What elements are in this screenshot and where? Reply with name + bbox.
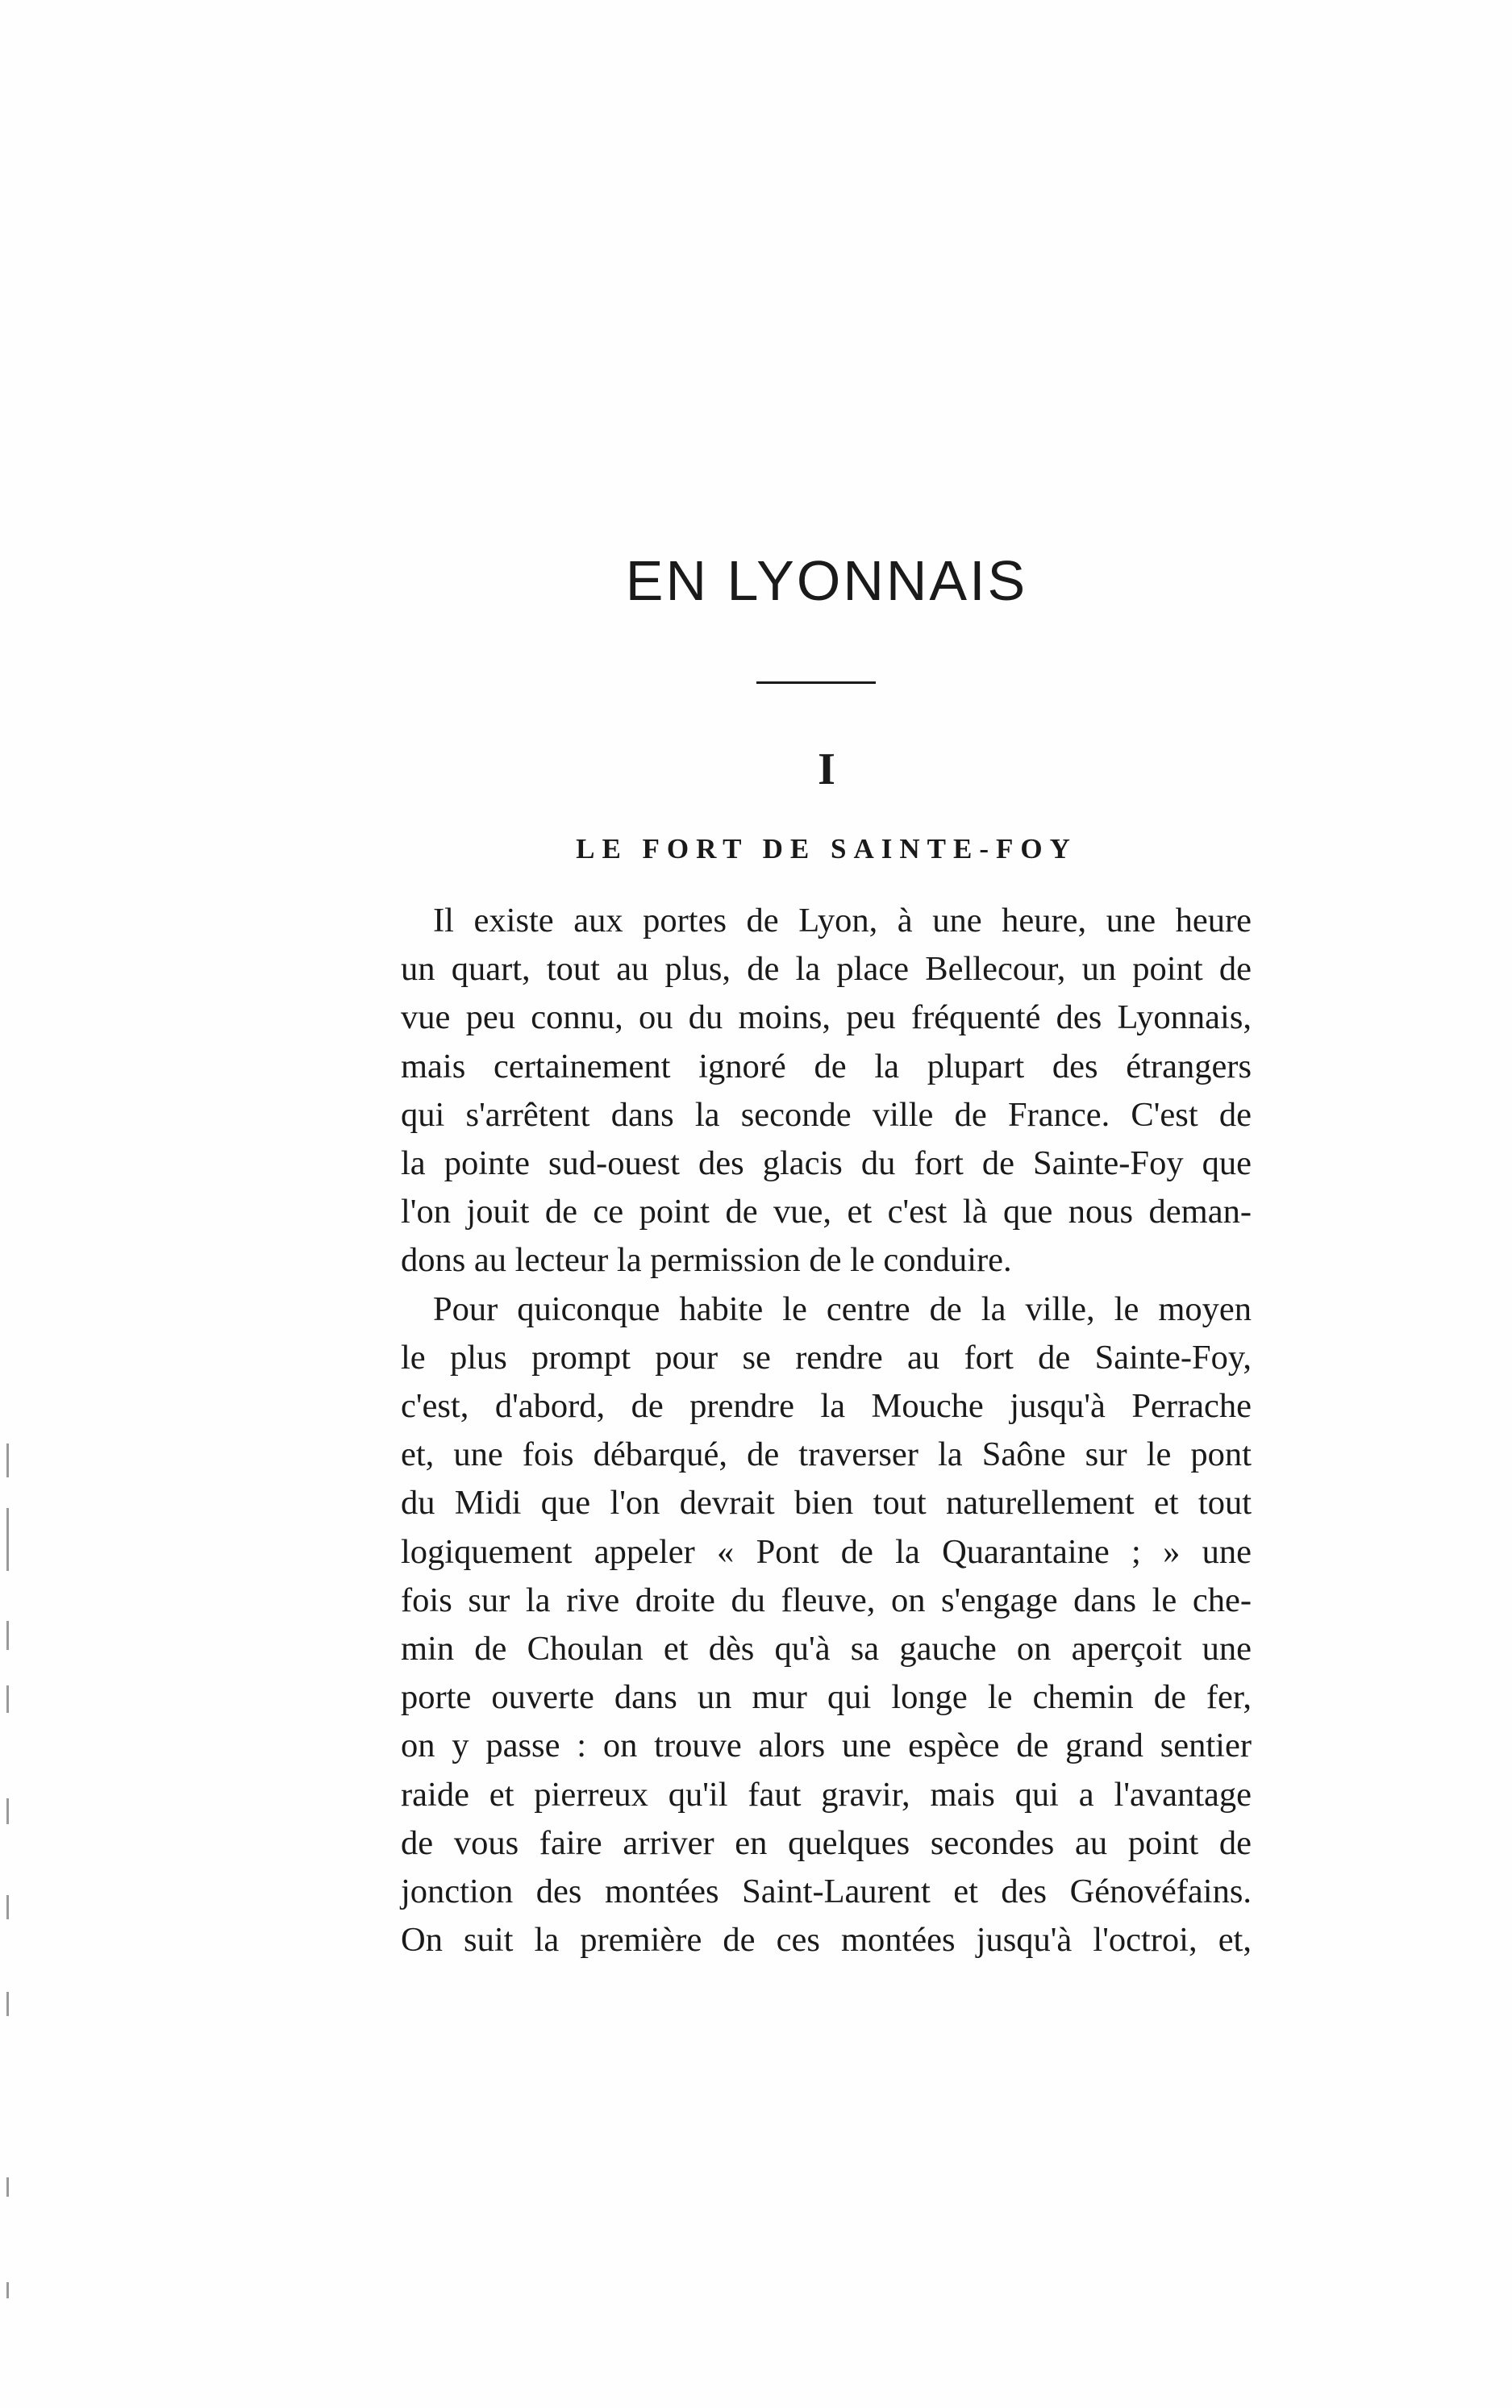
body-text <box>401 897 1252 1964</box>
text-line: logiquement appeler « Pont de la Quarantaine ; » une <box>401 1532 1252 1571</box>
scan-mark <box>6 1895 9 1919</box>
scan-mark <box>6 1798 9 1824</box>
paragraph <box>401 897 1252 1285</box>
text-line: la pointe sud-ouest des glacis du fort de Sainte-Foy que <box>401 1144 1252 1183</box>
text-line: dons au lecteur la permission de le conduire. <box>401 1241 1012 1280</box>
text-line: et, une fois débarqué, de traverser la Saône sur le pont <box>401 1435 1252 1474</box>
text-line: du Midi que l'on devrait bien tout naturellement et tout <box>401 1484 1252 1523</box>
scan-mark <box>6 1621 9 1650</box>
text-line: c'est, d'abord, de prendre la Mouche jusqu'à Perrache <box>401 1387 1252 1426</box>
text-line: jonction des montées Saint-Laurent et des Génovéfains. <box>401 1873 1252 1911</box>
chapter-number: I <box>818 744 835 794</box>
text-line: min de Choulan et dès qu'à sa gauche on aperçoit une <box>401 1630 1252 1669</box>
scan-mark <box>6 1992 9 2016</box>
text-line: fois sur la rive droite du fleuve, on s'engage dans le che- <box>401 1581 1252 1619</box>
text-line: de vous faire arriver en quelques secondes au point de <box>401 1823 1252 1862</box>
scan-mark <box>6 1444 9 1477</box>
paragraph <box>401 1285 1252 1965</box>
title-rule <box>756 681 876 684</box>
text-line: porte ouverte dans un mur qui longe le chemin de fer, <box>401 1678 1252 1717</box>
scan-mark <box>6 1685 9 1713</box>
text-line: qui s'arrêtent dans la seconde ville de France. C'est de <box>401 1095 1252 1134</box>
text-line: mais certainement ignoré de la plupart des étrangers <box>401 1047 1252 1085</box>
text-line: Pour quiconque habite le centre de la ville, le moyen <box>433 1289 1252 1328</box>
text-line: un quart, tout au plus, de la place Bellecour, un point de <box>401 950 1252 989</box>
chapter-title: LE FORT DE SAINTE-FOY <box>576 833 1077 864</box>
text-line: l'on jouit de ce point de vue, et c'est là que nous deman- <box>401 1193 1252 1231</box>
text-line: raide et pierreux qu'il faut gravir, mais qui a l'avantage <box>401 1775 1252 1814</box>
scan-mark <box>6 2282 9 2298</box>
book-title: EN LYONNAIS <box>625 549 1028 612</box>
text-line: le plus prompt pour se rendre au fort de Sainte-Foy, <box>401 1338 1252 1377</box>
text-line: on y passe : on trouve alors une espèce de grand sentier <box>401 1727 1252 1765</box>
scan-mark <box>6 1508 9 1571</box>
text-line: vue peu connu, ou du moins, peu fréquenté des Lyonnais, <box>401 998 1252 1037</box>
text-line: Il existe aux portes de Lyon, à une heure, une heure <box>433 902 1252 939</box>
scan-mark <box>6 2177 9 2197</box>
text-line: On suit la première de ces montées jusqu'à l'octroi, et, <box>401 1921 1252 1960</box>
